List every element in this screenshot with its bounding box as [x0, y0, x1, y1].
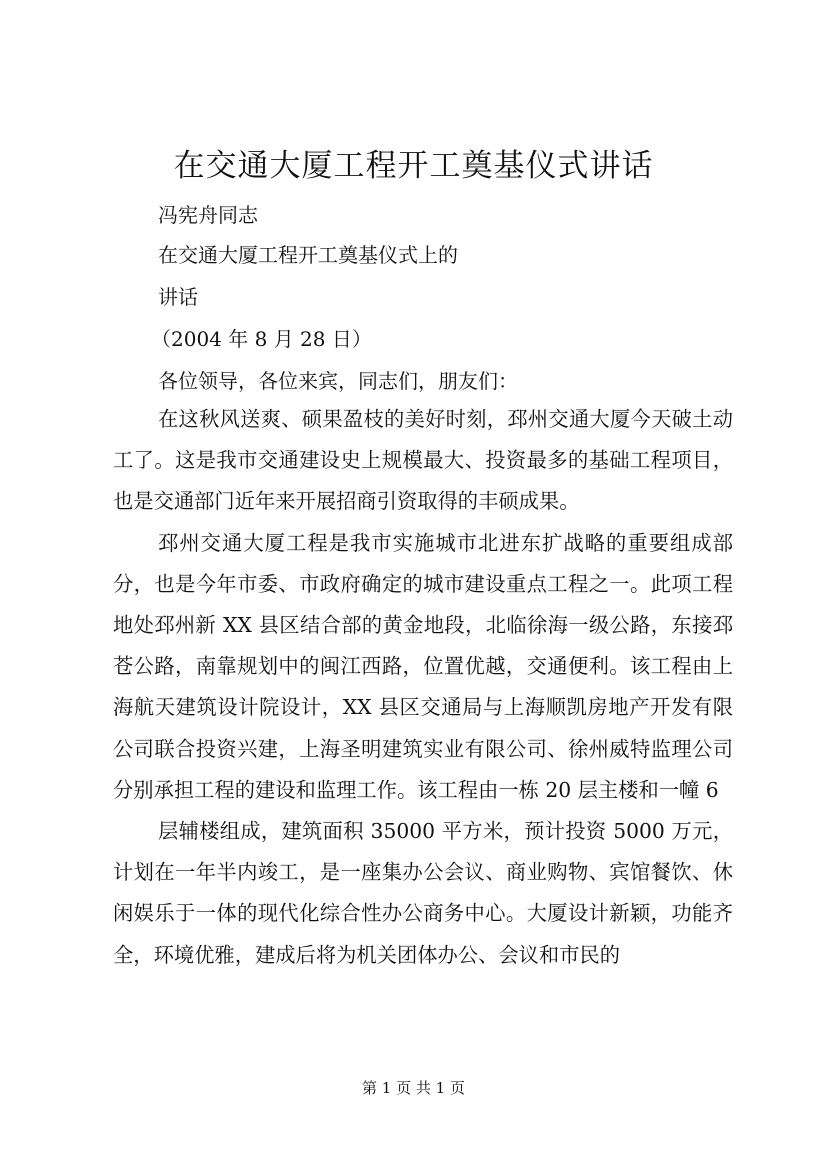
- author-line: 冯宪舟同志: [158, 203, 258, 227]
- salutation: 各位领导，各位来宾，同志们，朋友们：: [158, 369, 518, 393]
- subtitle-line-1: 在交通大厦工程开工奠基仪式上的: [158, 243, 458, 267]
- speech-body: [113, 399, 733, 976]
- paragraph: 层辅楼组成，建筑面积 35000 平方米，预计投资 5000 万元，计划在一年半内竣工，是一座集办公会议、商业购物、宾馆餐饮、休闲娱乐于一体的现代化综合性办公商务中心。大厦设计新颖，功能齐全，环境优雅，建成后将为机关团体办公、会议和市民的: [113, 819, 733, 967]
- document-title: 在交通大厦工程开工奠基仪式讲话: [173, 148, 654, 184]
- subtitle-line-2: 讲话: [158, 285, 198, 309]
- paragraph: 邳州交通大厦工程是我市实施城市北进东扩战略的重要组成部分，也是今年市委、市政府确定的城市建设重点工程之一。此项工程地处邳州新 XX 县区结合部的黄金地段，北临徐海一级公路，东接邳苍公路，南靠规划中的闽江西路，位置优越，交通便利。该工程由上海航天建筑设计院设计，XX 县区交通局与上海顺凯房地产开发有限公司联合投资兴建，上海圣明建筑实业有限公司、徐州威特监理公司分别承担工程的建设和监理工作。该工程由一栋 20 层主楼和一幢 6: [113, 530, 733, 802]
- speech-date: （2004 年 8 月 28 日）: [151, 327, 372, 351]
- paragraph: 在这秋风送爽、硕果盈枝的美好时刻，邳州交通大厦今天破土动工了。这是我市交通建设史上规模最大、投资最多的基础工程项目，也是交通部门近年来开展招商引资取得的丰硕成果。: [113, 407, 733, 514]
- page-footer: 第 1 页 共 1 页: [362, 1079, 465, 1097]
